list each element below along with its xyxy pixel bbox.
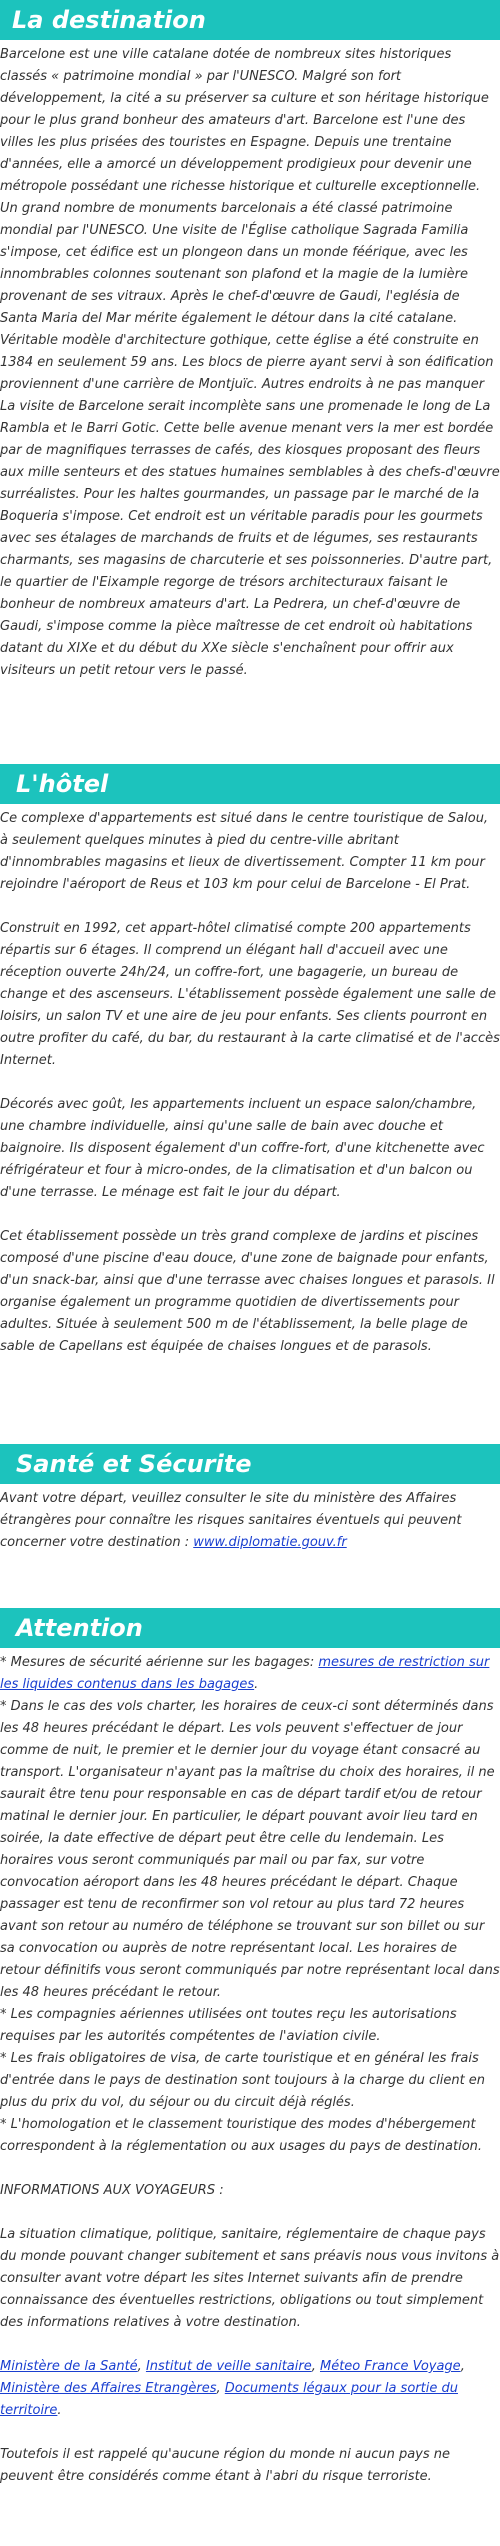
link-separator: , <box>311 2359 320 2374</box>
bullet-text-end: . <box>254 1677 259 1692</box>
link-ministere-sante[interactable]: Ministère de la Santé <box>0 2359 138 2374</box>
useful-links <box>0 2356 500 2422</box>
destination-paragraph-2: La visite de Barcelone serait incomplète sans une promenade le long de La Rambla et le Barri Gotic. Cette belle avenue menant vers la mer est bordée par de magnifiques terrasses de cafés, des kiosques proposant des fleurs aux mille senteurs et des statues humaines semblables à des chefs-d'œuvre surréalistes. Pour les haltes gourmandes, un passage par le marché de la Boqueria s'impose. Cet endroit est un véritable paradis pour les gourmets avec ses étalages de marchands de fruits et de légumes, ses restaurants charmants, ses magasins de charcuterie et ses poissonneries. D'autre part, le quartier de l'Eixample regorge de trésors architecturaux faisant le bonheur de nombreux amateurs d'art. La Pedrera, un chef-d'œuvre de Gaudi, s'impose comme la pièce maîtresse de cet endroit où habitations datant du XIXe et du début du XXe siècle s'enchaînent pour offrir aux visiteurs un petit retour vers le passé. <box>0 399 500 678</box>
info-voyageurs-text: La situation climatique, politique, sanitaire, réglementaire de chaque pays du monde pouvant changer subitement et sans préavis nous vous invitons à consulter avant votre départ les sites Internet suivants afin de prendre connaissance des éventuelles restrictions, obligations ou tout simplement des informations relatives à votre destination. <box>0 2227 500 2330</box>
link-documents-legaux[interactable]: Documents légaux pour la sortie du territoire <box>0 2381 458 2418</box>
section-header-hotel <box>0 764 500 804</box>
section-title: L'hôtel <box>16 770 109 798</box>
attention-bullet-5: * L'homologation et le classement touristique des modes d'hébergement correspondent à la réglementation ou aux usages du pays de destination. <box>0 2117 483 2154</box>
section-title: Attention <box>16 1614 143 1642</box>
link-separator: , <box>216 2381 225 2396</box>
info-voyageurs-title: INFORMATIONS AUX VOYAGEURS : <box>0 2183 224 2198</box>
link-separator: , <box>460 2359 465 2374</box>
liquids-restriction-link[interactable]: mesures de restriction sur les liquides contenus dans les bagages <box>0 1655 490 1692</box>
section-title: Santé et Sécurite <box>16 1450 252 1478</box>
attention-bullet-4: * Les frais obligatoires de visa, de carte touristique et en général les frais d'entrée dans le pays de destination sont toujours à la charge du client en plus du prix du vol, du séjour ou du circuit déjà réglés. <box>0 2051 486 2110</box>
hotel-paragraph-4: Cet établissement possède un très grand complexe de jardins et piscines composé d'une piscine d'eau douce, d'une zone de baignade pour enfants, d'un snack-bar, ainsi que d'une terrasse avec chaises longues et parasols. Il organise également un programme quotidien de divertissements pour adultes. Située à seulement 500 m de l'établissement, la belle plage de sable de Capellans est équipée de chaises longues et de parasols. <box>0 1229 495 1354</box>
attention-bullet-2: * Dans le cas des vols charter, les horaires de ceux-ci sont déterminés dans les 48 heures précédant le départ. Les vols peuvent s'effectuer de jour comme de nuit, le premier et le dernier jour du voyage étant consacré au transport. L'organisateur n'ayant pas la maîtrise du choix des horaires, il ne saurait être tenu pour responsable en cas de départ tardif et/ou de retour matinal le dernier jour. En particulier, le départ pouvant avoir lieu tard en soirée, la date effective de départ peut être celle du lendemain. Les horaires vous seront communiqués par mail ou par fax, sur votre convocation aéroport dans les 48 heures précédant le départ. Chaque passager est tenu de reconfirmer son vol retour au plus tard 72 heures avant son retour au numéro de téléphone se trouvant sur son billet ou sur sa convocation ou auprès de notre représentant local. Les horaires de retour définitifs vous seront communiqués par notre représentant local dans les 48 heures précédant le retour. <box>0 1699 500 2000</box>
hotel-paragraph-3: Décorés avec goût, les appartements incluent un espace salon/chambre, une chambre individuelle, ainsi qu'une salle de bain avec douche et baignoire. Ils disposent également d'un coffre-fort, d'une kitchenette avec réfrigérateur et four à micro-ondes, de la climatisation et d'un balcon ou d'une terrasse. Le ménage est fait le jour du départ. <box>0 1097 485 1200</box>
sante-content <box>0 1484 500 1608</box>
destination-content <box>0 40 500 764</box>
bullet-text: * Mesures de sécurité aérienne sur les bagages: <box>0 1655 319 1670</box>
section-header-attention <box>0 1608 500 1648</box>
hotel-content <box>0 804 500 1444</box>
terrorism-notice: Toutefois il est rappelé qu'aucune région du monde ni aucun pays ne peuvent être considérés comme étant à l'abri du risque terroriste. <box>0 2447 451 2484</box>
link-meteo-france-voyage[interactable]: Méteo France Voyage <box>319 2359 461 2374</box>
section-header-sante <box>0 1444 500 1484</box>
link-end: . <box>57 2403 62 2418</box>
section-title: La destination <box>12 6 206 34</box>
diplomatie-link[interactable]: www.diplomatie.gouv.fr <box>193 1535 347 1550</box>
destination-paragraph: Barcelone est une ville catalane dotée de nombreux sites historiques classés « patrimoine mondial » par l'UNESCO. Malgré son fort développement, la cité a su préserver sa culture et son héritage historique pour le plus grand bonheur des amateurs d'art. Barcelone est l'une des villes les plus prisées des touristes en Espagne. Depuis une trentaine d'années, elle a amorcé un développement prodigieux pour devenir une métropole possédant une richesse historique et culturelle exceptionnelle. Un grand nombre de monuments barcelonais a été classé patrimoine mondial par l'UNESCO. Une visite de l'Église catholique Sagrada Familia s'impose, cet édifice est un plongeon dans un monde féérique, avec les innombrables colonnes soutenant son plafond et la magie de la lumière provenant de ses vitraux. Après le chef-d'œuvre de Gaudi, l'eglésia de Santa Maria del Mar mérite également le détour dans la cité catalane. Véritable modèle d'architecture gothique, cette église a été construite en 1384 en seulement 59 ans. Les blocs de pierre ayant servi à son édification proviennent d'une carrière de Montjuïc. Autres endroits à ne pas manquer <box>0 47 494 392</box>
link-institut-veille-sanitaire[interactable]: Institut de veille sanitaire <box>145 2359 312 2374</box>
link-separator: , <box>137 2359 146 2374</box>
link-ministere-affaires-etrangeres[interactable]: Ministère des Affaires Etrangères <box>0 2381 217 2396</box>
sante-text: Avant votre départ, veuillez consulter le site du ministère des Affaires étrangères pour connaître les risques sanitaires éventuels qui peuvent concerner votre destination : <box>0 1491 462 1550</box>
section-header-destination <box>0 0 500 40</box>
attention-content <box>0 1648 500 2488</box>
hotel-paragraph-2: Construit en 1992, cet appart-hôtel climatisé compte 200 appartements répartis sur 6 étages. Il comprend un élégant hall d'accueil avec une réception ouverte 24h/24, un coffre-fort, une bagagerie, un bureau de change et des ascenseurs. L'établissement possède également une salle de loisirs, un salon TV et une aire de jeu pour enfants. Ses clients pourront en outre profiter du café, du bar, du restaurant à la carte climatisé et de l'accès Internet. <box>0 921 500 1068</box>
attention-bullet-3: * Les compagnies aériennes utilisées ont toutes reçu les autorisations requises par les autorités compétentes de l'aviation civile. <box>0 2007 457 2044</box>
attention-bullet-1 <box>0 1652 500 1696</box>
hotel-paragraph-1: Ce complexe d'appartements est situé dans le centre touristique de Salou, à seulement quelques minutes à pied du centre-ville abritant d'innombrables magasins et lieux de divertissement. Compter 11 km pour rejoindre l'aéroport de Reus et 103 km pour celui de Barcelone - El Prat. <box>0 811 489 892</box>
sante-paragraph <box>0 1488 500 1554</box>
